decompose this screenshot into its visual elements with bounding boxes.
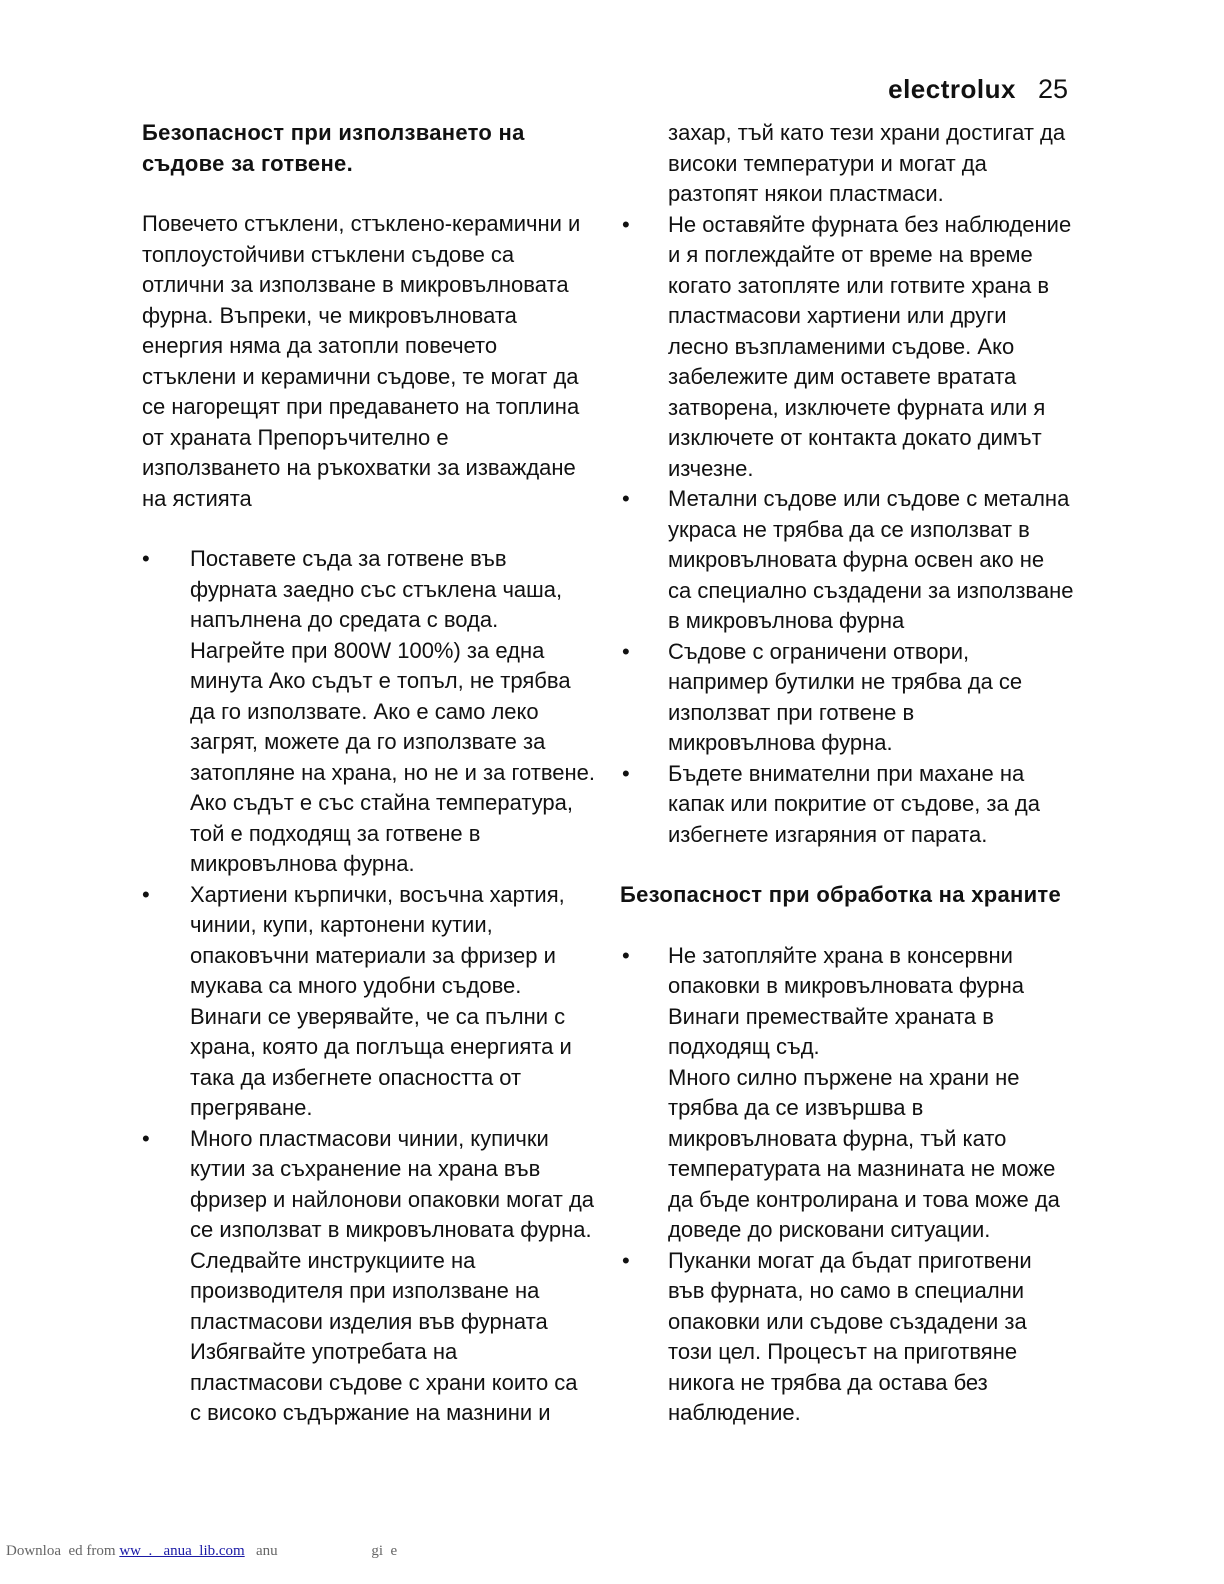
text-line: микровълновата фурна освен ако не (668, 547, 1045, 572)
list-item (620, 210, 1080, 485)
text-line: Винаги премествайте храната в (668, 1003, 994, 1029)
text-line: опаковъчни материали за фризер и (190, 942, 556, 968)
footer-prefix: Downloa ed from (6, 1543, 120, 1559)
text-line: и я поглеждайте от време на време (668, 242, 1033, 267)
text-line: стъклени и керамични съдове, те могат да (142, 363, 579, 389)
text-line: се нагорещят при предаването на топлина (142, 394, 580, 419)
text-line: да го използвате. Ако е само леко (190, 698, 539, 724)
list-item (142, 880, 594, 1124)
text-line: • Пуканки могат да бъдат приготвени (668, 1247, 1032, 1273)
text-line: избегнете изгаряния от парата. (668, 821, 988, 847)
text-line: енергия няма да затопли повечето (142, 333, 498, 358)
continuation-paragraph (620, 118, 1080, 210)
page-number: 25 (1037, 74, 1068, 104)
text-line: изключете от контакта докато димът (668, 425, 1042, 450)
brand-logo-text: electrolux (888, 74, 1016, 104)
text-line: капак или покритие от съдове, за да (668, 791, 1040, 816)
text-line: напълнена до средата с вода. (190, 607, 499, 632)
warnings-bullet-list (620, 210, 1080, 851)
text-line: топлоустойчиви стъклени съдове са (142, 241, 515, 267)
right-column (620, 118, 1080, 1429)
text-line: доведе до рисковани ситуации. (668, 1217, 991, 1242)
text-line: изчезне. (668, 455, 754, 481)
text-line: затопляне на храна, но не и за готвене. (190, 759, 596, 785)
text-line: • Бъдете внимателни при махане на (668, 760, 1025, 786)
text-line: опаковки в микровълновата фурна (668, 973, 1025, 998)
text-line: Ако съдът е със стайна температура, (190, 790, 573, 815)
text-line: минута Ако съдът е топъл, не трябва (190, 668, 571, 693)
text-line: във фурната, но само в специални (668, 1278, 1025, 1303)
text-line: трябва да се извършва в (668, 1095, 924, 1120)
text-line: украса не трябва да се използват в (668, 516, 1030, 542)
text-line: Избягвайте употребата на (190, 1339, 458, 1364)
heading-line: Безопасност при използването на (142, 120, 525, 145)
text-line: на ястията (142, 485, 252, 511)
text-line: • Хартиени кърпички, восъчна хартия, (190, 881, 565, 907)
section-heading-food-safety: Безопасност при обработка на храните (620, 882, 1062, 907)
text-line: високи температури и могат да (668, 150, 987, 176)
text-line: например бутилки не трябва да се (668, 669, 1023, 694)
left-column (142, 118, 594, 1429)
text-line: захар, тъй като тези храни достигат да (668, 120, 1066, 145)
text-line: Винаги се уверявайте, че са пълни с (190, 1003, 566, 1029)
text-line: загрят, можете да го използвате за (190, 729, 546, 754)
page-header (888, 74, 1068, 105)
text-line: използването на ръкохватки за изваждане (142, 455, 576, 480)
food-safety-bullet-list (620, 941, 1080, 1429)
text-line: Следвайте инструкциите на (190, 1247, 476, 1273)
intro-paragraph (142, 209, 594, 514)
text-line: • Съдове с ограничени отвори, (668, 638, 970, 664)
text-line: така да избегнете опасността от (190, 1064, 522, 1090)
text-line: затворена, изключете фурната или я (668, 394, 1046, 420)
text-line: лесно възпламеними съдове. Ако (668, 333, 1015, 359)
text-line: • Не оставяйте фурната без наблюдение (668, 211, 1072, 237)
text-line: Нагрейте при 800W 100%) за една (190, 637, 545, 663)
text-line: фризер и найлонови опаковки могат да (190, 1186, 595, 1212)
text-line: пластмасови хартиени или други (668, 303, 1007, 328)
text-line: да бъде контролирана и това може да (668, 1186, 1060, 1212)
text-line: фурна. Въпреки, че микровълновата (142, 302, 517, 328)
text-line: Повечето стъклени, стъклено-керамични и (142, 211, 581, 236)
list-item (620, 484, 1080, 637)
text-line: никога не трябва да остава без (668, 1369, 988, 1395)
text-line: от храната Препоръчително е (142, 424, 449, 450)
footer-suffix: anu gi e (244, 1543, 398, 1559)
text-line: кутии за съхранение на храна във (190, 1156, 541, 1181)
text-line: • Много пластмасови чинии, купички (190, 1125, 549, 1151)
text-line: с високо съдържание на мазнини и (190, 1400, 551, 1425)
text-line: опаковки или съдове създадени за (668, 1308, 1027, 1334)
heading-line: съдове за готвене. (142, 150, 354, 176)
text-line: чинии, купи, картонени кутии, (190, 912, 493, 937)
text-line: той е подходящ за готвене в (190, 820, 481, 846)
text-line: фурната заедно със стъклена чаша, (190, 576, 563, 602)
text-line: температурата на мазнината не може (668, 1156, 1056, 1181)
text-line: пластмасови съдове с храни които са (190, 1369, 578, 1395)
text-line: • Поставете съда за готвене във (190, 546, 507, 571)
text-line: в микровълнова фурна (668, 608, 905, 633)
text-line: Много силно пържене на храни не (668, 1064, 1020, 1090)
manualslib-link[interactable]: ww . anua lib.com (119, 1543, 245, 1559)
text-line: този цел. Процесът на приготвяне (668, 1339, 1018, 1364)
text-line: производителя при използване на (190, 1278, 540, 1303)
section-heading-cookware-safety (142, 118, 594, 179)
list-item (620, 1246, 1080, 1429)
text-line: се използват в микровълновата фурна. (190, 1217, 592, 1242)
text-line: микровълнова фурна. (190, 851, 415, 876)
text-line: забележите дим оставете вратата (668, 364, 1017, 389)
text-line: храна, която да поглъща енергията и (190, 1034, 572, 1059)
text-line: наблюдение. (668, 1400, 801, 1425)
text-line: • Метални съдове или съдове с метална (668, 486, 1070, 511)
text-line: са специално създадени за използване (668, 577, 1074, 603)
download-footer (6, 1543, 397, 1560)
text-line: когато затопляте или готвите храна в (668, 272, 1050, 298)
list-item (620, 759, 1080, 851)
list-item (142, 1124, 594, 1429)
text-line: подходящ съд. (668, 1034, 820, 1059)
cookware-bullet-list (142, 544, 594, 1429)
text-line: прегряване. (190, 1095, 313, 1120)
text-line: • Не затопляйте храна в консервни (668, 942, 1013, 968)
text-line: отлични за използване в микровълновата (142, 272, 569, 297)
text-line: използват при готвене в (668, 699, 915, 725)
list-item (620, 941, 1080, 1246)
list-item (142, 544, 594, 880)
text-line: микровълнова фурна. (668, 730, 893, 755)
text-line: разтопят някои пластмаси. (668, 181, 944, 206)
text-line: пластмасови изделия във фурната (190, 1308, 548, 1334)
list-item (620, 637, 1080, 759)
text-line: мукава са много удобни съдове. (190, 973, 522, 998)
text-line: микровълновата фурна, тъй като (668, 1125, 1007, 1151)
